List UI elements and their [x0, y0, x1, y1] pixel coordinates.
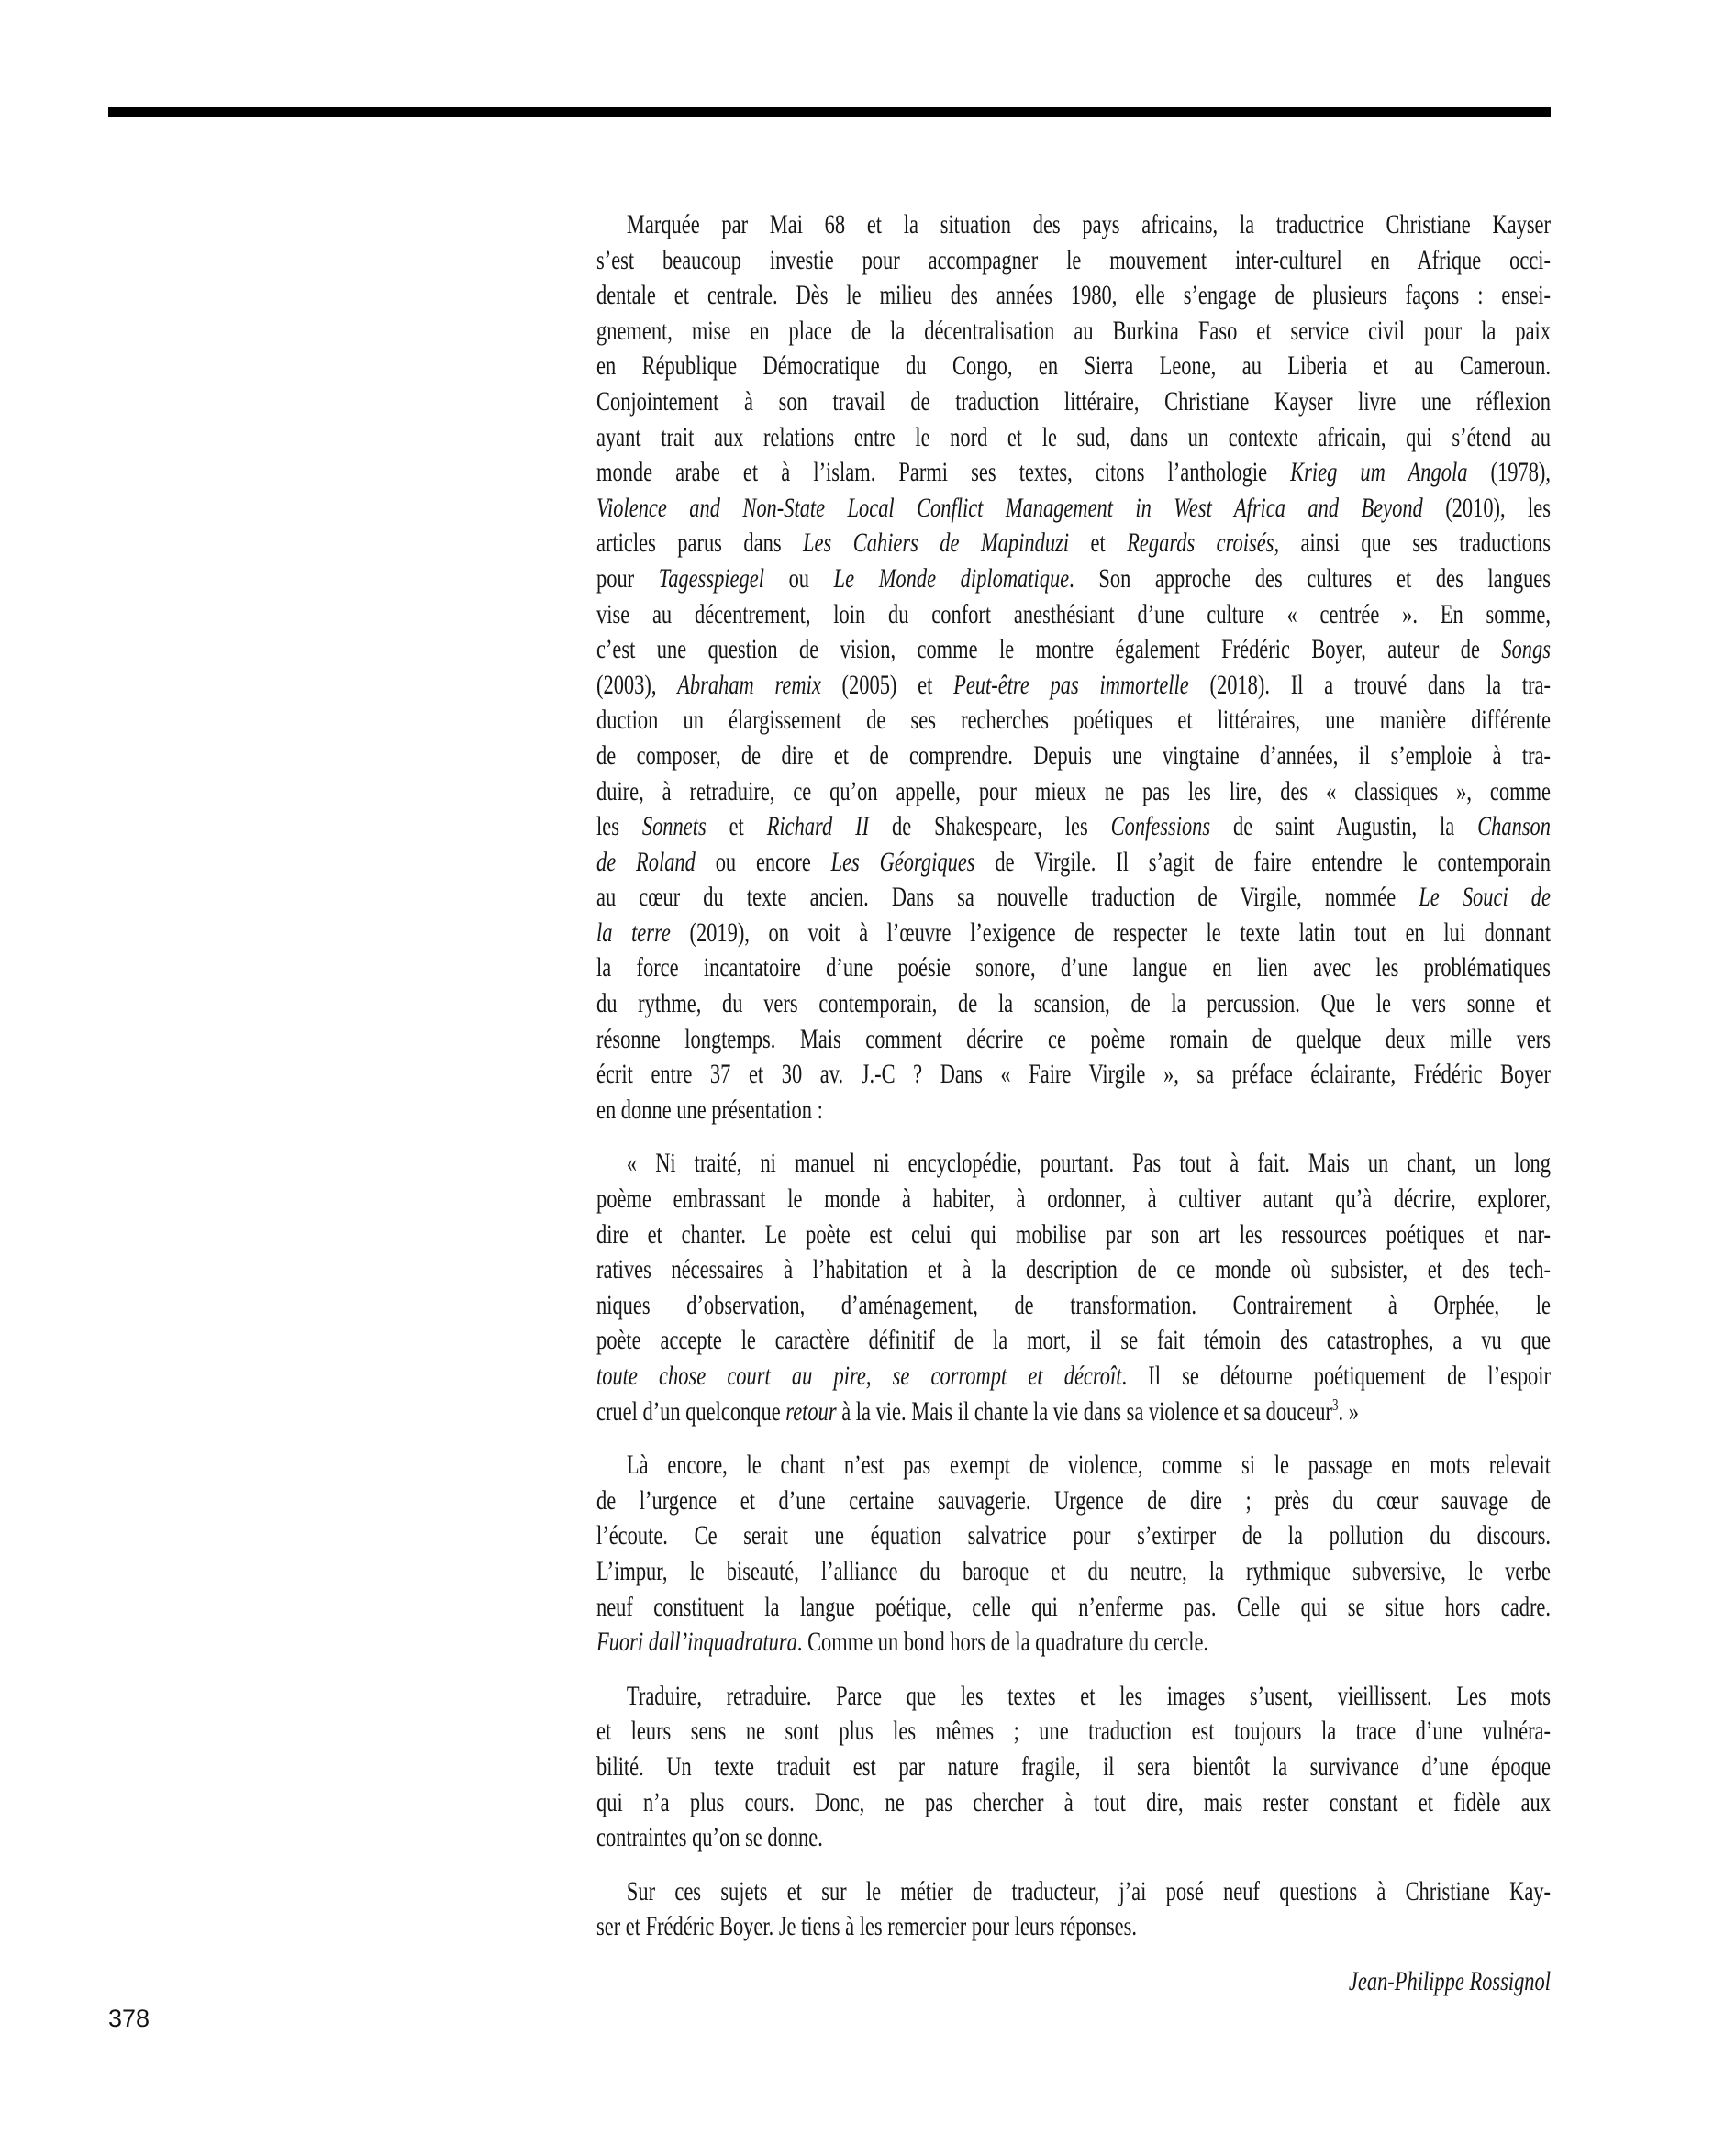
text-line: cruel d’un quelconque retour à la vie. Mais il chante la vie dans sa violence et sa douceur$^3$. »: [596, 1395, 1359, 1427]
text-line: Violence and Non-State Local Conflict Management in West Africa and Beyond (2010), les: [596, 492, 1551, 523]
text-line: monde arabe et à l’islam. Parmi ses textes, citons l’anthologie Krieg um Angola (1978),: [596, 457, 1552, 488]
text-line: Traduire, retraduire. Parce que les textes et les images s’usent, vieillissent. Les mots: [626, 1680, 1551, 1711]
text-line: en donne une présentation :: [596, 1094, 823, 1125]
text-line: contraintes qu’on se donne.: [596, 1822, 823, 1853]
text-line: de composer, de dire et de comprendre. Depuis une vingtaine d’années, il s’emploie à tra-: [596, 739, 1551, 771]
paragraphs: [596, 207, 1551, 1945]
author-attribution: Jean-Philippe Rossignol: [1348, 1965, 1551, 1996]
text-line: (2003), Abraham remix (2005) et Peut-être pas immortelle (2018). Il a trouvé dans la tra-: [596, 669, 1552, 700]
text-line: poète accepte le caractère définitif de la mort, il se fait témoin des catastrophes, a vu que: [596, 1325, 1551, 1356]
text-line: gnement, mise en place de la décentralisation au Burkina Faso et service civil pour la paix: [596, 315, 1551, 346]
text-line: du rythme, du vers contemporain, de la scansion, de la percussion. Que le vers sonne et: [596, 988, 1551, 1019]
text-line: pour Tagesspiegel ou Le Monde diplomatique. Son approche des cultures et des langues: [596, 562, 1551, 594]
text-line: ratives nécessaires à l’habitation et à la description de ce monde où subsister, et des tech-: [596, 1254, 1551, 1285]
top-rule: [108, 107, 1551, 117]
text-line: ser et Frédéric Boyer. Je tiens à les remercier pour leurs réponses.: [596, 1911, 1137, 1942]
text-line: au cœur du texte ancien. Dans sa nouvelle traduction de Virgile, nommée Le Souci de: [596, 882, 1551, 913]
text-line: de Roland ou encore Les Géorgiques de Virgile. Il s’agit de faire entendre le contemporain: [596, 846, 1551, 877]
text-line: c’est une question de vision, comme le montre également Frédéric Boyer, auteur de Songs: [596, 634, 1551, 665]
paragraph: [596, 207, 1551, 1128]
text-line: duction un élargissement de ses recherches poétiques et littéraires, une manière différente: [596, 705, 1551, 736]
paragraph: [596, 1448, 1551, 1661]
text-line: de l’urgence et d’une certaine sauvagerie. Urgence de dire ; près du cœur sauvage de: [596, 1484, 1551, 1516]
text-line: bilité. Un texte traduit est par nature fragile, il sera bientôt la survivance d’une époque: [596, 1750, 1551, 1782]
text-line: dire et chanter. Le poète est celui qui mobilise par son art les ressources poétiques et nar-: [596, 1218, 1551, 1250]
text-line: articles parus dans Les Cahiers de Mapinduzi et Regards croisés, ainsi que ses traductions: [596, 528, 1551, 559]
text-line: niques d’observation, d’aménagement, de transformation. Contrairement à Orphée, le: [596, 1289, 1551, 1320]
text-column: [596, 207, 1551, 2000]
quote-paragraph: [596, 1146, 1551, 1429]
text-line: Marquée par Mai 68 et la situation des pays africains, la traductrice Christiane Kayser: [626, 209, 1551, 239]
text-line: la force incantatoire d’une poésie sonore, d’une langue en lien avec les problématiques: [596, 952, 1551, 984]
text-line: écrit entre 37 et 30 av. J.-C ? Dans « Faire Virgile », sa préface éclairante, Frédéric Boyer: [596, 1059, 1551, 1090]
text-line: qui n’a plus cours. Donc, ne pas chercher à tout dire, mais rester constant et fidèle aux: [596, 1786, 1551, 1817]
text-line: l’écoute. Ce serait une équation salvatrice pour s’extirper de la pollution du discours.: [596, 1520, 1551, 1551]
text-line: la terre (2019), on voit à l’œuvre l’exigence de respecter le texte latin tout en lui donnant: [596, 917, 1551, 948]
text-line: résonne longtemps. Mais comment décrire ce poème romain de quelque deux mille vers: [596, 1023, 1551, 1054]
text-line: poème embrassant le monde à habiter, à ordonner, à cultiver autant qu’à décrire, explorer,: [596, 1184, 1551, 1215]
text-line: Fuori dall’inquadratura. Comme un bond hors de la quadrature du cercle.: [596, 1627, 1209, 1658]
text-line: neuf constituent la langue poétique, celle qui n’enferme pas. Celle qui se situe hors cadre.: [596, 1591, 1551, 1622]
text-line: en République Démocratique du Congo, en Sierra Leone, au Liberia et au Cameroun.: [596, 350, 1551, 382]
text-line: Sur ces sujets et sur le métier de traducteur, j’ai posé neuf questions à Christiane Kay-: [626, 1875, 1551, 1906]
text-line: toute chose court au pire, se corrompt et décroît. Il se détourne poétiquement de l’espoir: [596, 1361, 1551, 1391]
paragraph: [596, 1679, 1551, 1856]
text-line: ayant trait aux relations entre le nord et le sud, dans un contexte africain, qui s’étend au: [596, 421, 1551, 452]
paragraph: [596, 1874, 1551, 1945]
text-line: Là encore, le chant n’est pas exempt de violence, comme si le passage en mots relevait: [626, 1450, 1551, 1481]
text-line: Conjointement à son travail de traduction littéraire, Christiane Kayser livre une réflexion: [596, 385, 1551, 417]
text-line: duire, à retraduire, ce qu’on appelle, pour mieux ne pas les lire, des « classiques », comme: [596, 775, 1551, 806]
page-number: 378: [108, 2005, 150, 2032]
text-line: et leurs sens ne sont plus les mêmes ; une traduction est toujours la trace d’une vulnéra-: [596, 1716, 1551, 1747]
text-line: s’est beaucoup investie pour accompagner le mouvement inter-culturel en Afrique occi-: [596, 244, 1551, 275]
text-line: vise au décentrement, loin du confort anesthésiant d’une culture « centrée ». En somme,: [596, 598, 1551, 629]
text-line: « Ni traité, ni manuel ni encyclopédie, pourtant. Pas tout à fait. Mais un chant, un long: [626, 1148, 1551, 1179]
text-line: les Sonnets et Richard II de Shakespeare, les Confessions de saint Augustin, la Chanson: [596, 811, 1551, 842]
text-line: L’impur, le biseauté, l’alliance du baroque et du neutre, la rythmique subversive, le verbe: [596, 1555, 1551, 1586]
text-line: dentale et centrale. Dès le milieu des années 1980, elle s’engage de plusieurs façons : ensei-: [596, 280, 1551, 311]
